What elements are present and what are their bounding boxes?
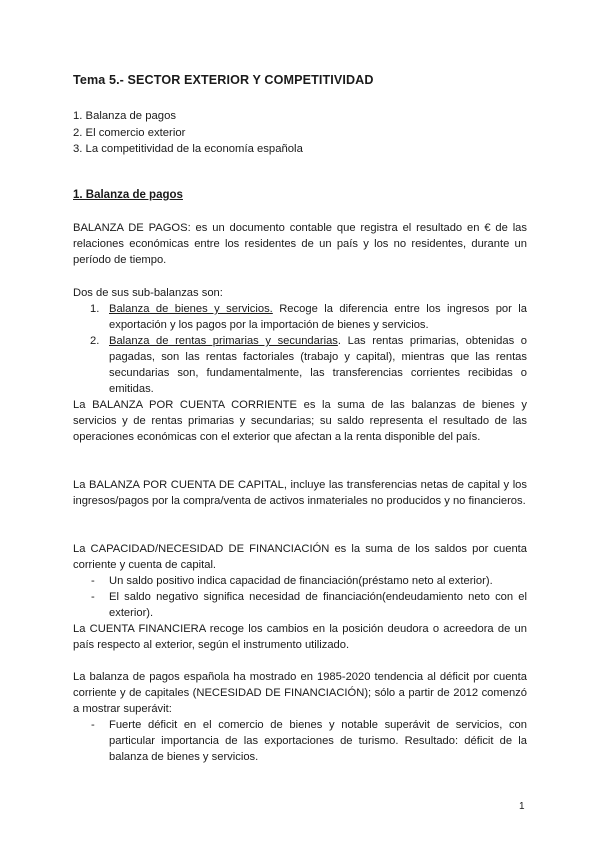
toc-item: 2. El comercio exterior xyxy=(73,126,186,139)
list-item-text: Recoge la diferencia entre los ingresos por la exportación y los pagos por la importación de bienes y servicios. xyxy=(109,303,527,331)
list-marker: - xyxy=(91,575,95,587)
list-item-lead: Balanza de rentas primarias y secundarias xyxy=(109,335,338,347)
list-marker: 2. xyxy=(90,335,100,347)
table-of-contents xyxy=(73,108,303,158)
paragraph-capacidad-financiacion: La CAPACIDAD/NECESIDAD DE FINANCIACIÓN es la suma de los saldos por cuenta corriente y cuenta de capital. xyxy=(73,543,527,571)
list-item: El saldo negativo significa necesidad de financiación(endeudamiento neto con el exterior). xyxy=(109,591,527,619)
paragraph-cuenta-financiera: La CUENTA FINANCIERA recoge los cambios en la posición deudora o acreedora de un país respecto al exterior, según el instrumento utilizado. xyxy=(73,623,527,651)
page-number: 1 xyxy=(519,801,525,812)
document-title: Tema 5.- SECTOR EXTERIOR Y COMPETITIVIDAD xyxy=(73,73,374,87)
paragraph-balanza-espanola: La balanza de pagos española ha mostrado en 1985-2020 tendencia al déficit por cuenta corriente y de capitales (NECESIDAD DE FINANCIACIÓN); sólo a partir de 2012 comenzó a mostrar superávit: xyxy=(73,671,527,715)
toc-item: 1. Balanza de pagos xyxy=(73,110,177,122)
section-heading: 1. Balanza de pagos xyxy=(73,189,183,201)
list-item xyxy=(109,301,527,333)
list-marker: - xyxy=(91,591,95,603)
list-item-lead: Balanza de bienes y servicios. xyxy=(109,303,273,315)
list-item: Fuerte déficit en el comercio de bienes y notable superávit de servicios, con particular importancia de las exportaciones de turismo. Resultado: déficit de la balanza de bienes y servicios. xyxy=(109,719,527,763)
list-marker: - xyxy=(91,719,95,731)
list-item-text: . Las rentas primarias, obtenidas o pagadas, son las rentas factoriales (trabajo y capital), mientras que las rentas secundarias son, fundamentalmente, las transferencias corrientes recibidas o emitidas. xyxy=(109,335,527,395)
paragraph-cuenta-capital: La BALANZA POR CUENTA DE CAPITAL, incluye las transferencias netas de capital y los ingresos/pagos por la compra/venta de activos inmateriales no producidos y no financieros. xyxy=(73,479,527,507)
list-item: Un saldo positivo indica capacidad de financiación(préstamo neto al exterior). xyxy=(109,575,493,587)
paragraph-balanza-definition: BALANZA DE PAGOS: es un documento contable que registra el resultado en € de las relaciones económicas entre los residentes de un país y los no residentes, durante un período de tiempo. xyxy=(73,222,527,266)
paragraph-cuenta-corriente: La BALANZA POR CUENTA CORRIENTE es la suma de las balanzas de bienes y servicios y de rentas primarias y secundarias; su saldo representa el resultado de las operaciones económicas con el exterior que afectan a la renta disponible del país. xyxy=(73,399,527,443)
toc-item: 3. La competitividad de la economía española xyxy=(73,143,303,155)
paragraph-subbalanzas-intro: Dos de sus sub-balanzas son: xyxy=(73,287,223,299)
list-marker: 1. xyxy=(90,303,100,315)
list-item xyxy=(109,333,527,397)
